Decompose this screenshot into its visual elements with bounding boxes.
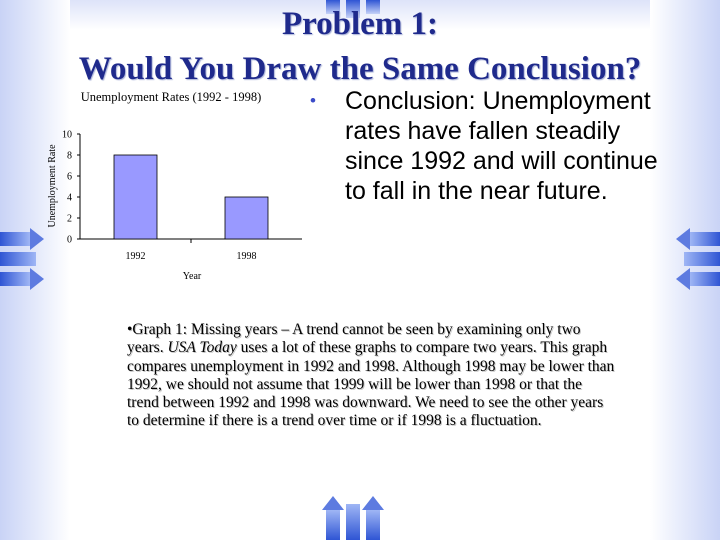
right-arrow-decoration-icon — [676, 228, 720, 308]
paragraph-text-part-2: uses a lot of these graphs to compare two years. This graph compares unemployment in 1992 and 1998. Although 1998 may be lower than 1992, we should not assume that 1999 will be lower than 1998 or that the trend between 1992 and 1998 was downward. We need to see the other years to determine if there is a trend over time or if 1998 is a fluctuation. — [127, 339, 615, 430]
y-tick-label: 6 — [67, 171, 72, 183]
x-axis-label: Year — [182, 271, 202, 282]
paragraph-text-part-1: •Graph 1: Missing years – A trend cannot be seen by examining only two years. — [127, 321, 581, 357]
slide-title-line-2: Would You Draw the Same Conclusion? — [78, 51, 642, 87]
slide-title-line-1: Problem 1: — [281, 6, 439, 42]
explanation-paragraph — [127, 321, 617, 431]
bullet-icon: • — [310, 91, 316, 110]
conclusion-bullet — [310, 86, 684, 206]
conclusion-text: Conclusion: Unemployment rates have fallen steadily since 1992 and will continue to fall in the near future. — [345, 87, 658, 205]
x-tick-label-1998: 1998 — [236, 251, 257, 262]
y-tick-label: 2 — [67, 213, 72, 225]
y-tick-label: 10 — [62, 129, 72, 141]
bar-1998 — [225, 197, 268, 239]
chart-title: Unemployment Rates (1992 - 1998) — [80, 90, 262, 104]
y-tick-label: 8 — [67, 150, 72, 162]
x-tick-label-1992: 1992 — [125, 251, 146, 262]
unemployment-bar-chart — [40, 86, 310, 286]
left-arrow-decoration-icon — [0, 228, 44, 308]
y-tick-label: 4 — [67, 192, 72, 204]
bottom-arrow-decoration-icon — [318, 496, 402, 540]
paragraph-italic-usa-today: USA Today — [167, 339, 237, 357]
y-tick-label: 0 — [67, 234, 72, 246]
y-axis-label: Unemployment Rate — [47, 144, 58, 228]
bar-1992 — [114, 155, 157, 239]
